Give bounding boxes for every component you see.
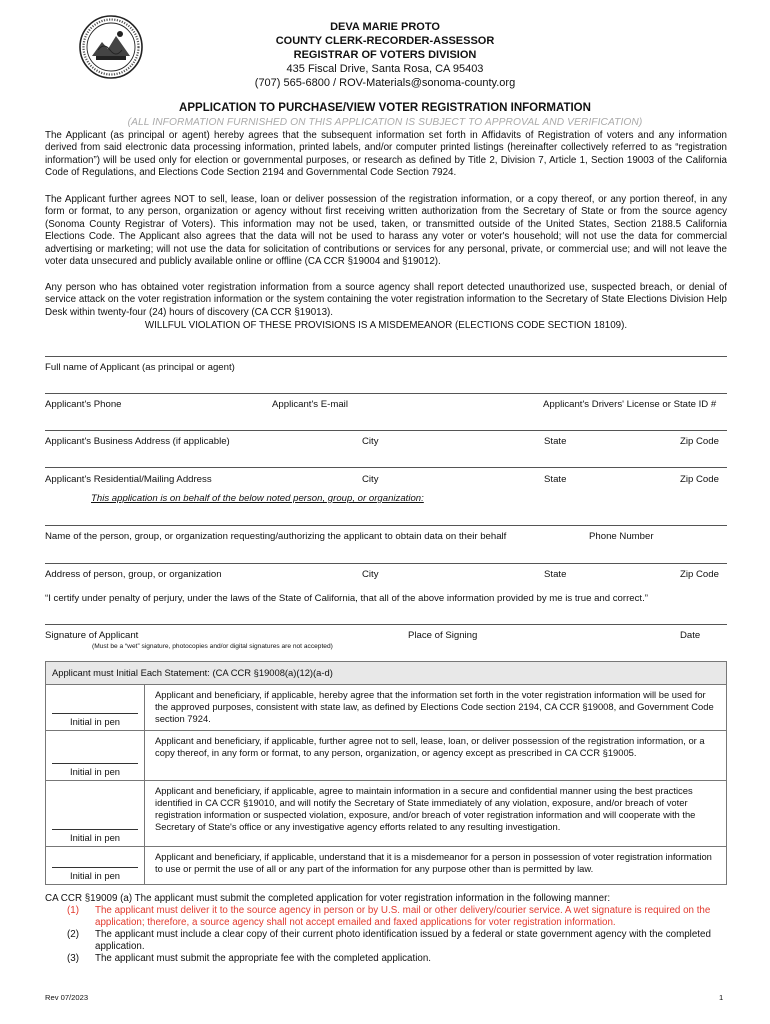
org-zip-label: Zip Code [680, 569, 719, 580]
paragraph-restrictions: The Applicant further agrees NOT to sell, lease, loan or deliver possession of the registration information, or a copy thereof, or any portion thereof, in any form or format, to any person, organization or agency without first receiving written authorization from the Secretary of State or from the source agency (Sonoma County Registrar of Voters). This information may not be used, taken, or transmitted outside of the United States, Section 2188.5 California Elections Code. The Applicant also agrees that the data will not be used to harass any voter or voter's household; will not use the data for commercial advertising or marketing; will not use the data for solicitation of contributions or services for any personal, private, or commercial use; and will not leave the voter data unsecured and publicly available online or offline (CA CCR §19004 and §19012). [45, 194, 727, 268]
initial-statement: Applicant and beneficiary, if applicable, further agree not to sell, lease, loan, or deliver possession of the registration information, or a copy thereof, in any form or format, to any person, organization, or agency except as prescribed in CA CCR §19005. [145, 731, 727, 781]
misdemeanor-warning: WILLFUL VIOLATION OF THESE PROVISIONS IS A MISDEMEANOR (ELECTIONS CODE SECTION 18109). [144, 320, 628, 331]
page-number: 1 [719, 993, 724, 1002]
initial-cell[interactable] [46, 685, 145, 731]
item-number: (1) [67, 905, 79, 916]
org-name-input-line[interactable] [45, 525, 727, 526]
certify-statement: “I certify under penalty of perjury, under the laws of the State of California, that all of the above information provided by me is true and correct.” [45, 593, 648, 604]
residential-city-label: City [362, 474, 379, 485]
submission-instructions [45, 893, 727, 965]
residential-zip-label: Zip Code [680, 474, 719, 485]
full-name-label: Full name of Applicant (as principal or agent) [45, 362, 235, 373]
paragraph-reporting: Any person who has obtained voter registration information from a source agency shall report detected unauthorized use, suspected breach, or denial of service attack on the voter registration information or the system containing the voter registration information to the Secretary of State Elections Division Help Desk within twenty-four (24) hours of discovery (CA CCR §19013). [45, 282, 727, 318]
initials-row [46, 847, 727, 885]
signature-label: Signature of Applicant [45, 630, 139, 641]
header-office: COUNTY CLERK-RECORDER-ASSESSOR [275, 35, 495, 47]
business-city-label: City [362, 436, 379, 447]
org-state-label: State [544, 569, 567, 580]
header-block [0, 20, 770, 90]
revision-date: Rev 07/2023 [45, 993, 89, 1002]
initials-table [45, 661, 727, 885]
residential-address-input-line[interactable] [45, 467, 727, 468]
item-number: (2) [67, 929, 79, 940]
submission-item-2 [45, 929, 727, 953]
header-address: 435 Fiscal Drive, Santa Rosa, CA 95403 [286, 63, 484, 75]
initial-statement: Applicant and beneficiary, if applicable, understand that it is a misdemeanor for a person in possession of voter registration information to use or permit the use of all or any part of the information for any purpose other than is permitted by law. [145, 847, 727, 885]
behalf-note: This application is on behalf of the below noted person, group, or organization: [91, 493, 424, 504]
header-contact: (707) 565-6800 / ROV-Materials@sonoma-county.org [254, 77, 516, 89]
date-label: Date [680, 630, 701, 641]
business-state-label: State [544, 436, 567, 447]
submission-item-1 [45, 905, 727, 929]
org-address-input-line[interactable] [45, 563, 727, 564]
initials-header-row [46, 662, 727, 685]
initial-cell[interactable] [46, 731, 145, 781]
org-phone-label: Phone Number [589, 531, 654, 542]
signature-input-line[interactable] [45, 624, 727, 625]
residential-state-label: State [544, 474, 567, 485]
initial-label: Initial in pen [52, 867, 138, 882]
form-subtitle: (ALL INFORMATION FURNISHED ON THIS APPLICATION IS SUBJECT TO APPROVAL AND VERIFICATION) [127, 117, 643, 128]
initials-row [46, 685, 727, 731]
business-address-label: Applicant's Business Address (if applicable) [45, 436, 230, 447]
item-number: (3) [67, 953, 79, 964]
initial-statement: Applicant and beneficiary, if applicable, agree to maintain information in a secure and confidential manner using the best practices identified in CA CCR §19010, and will notify the Secretary of State immediately of any violation, exposure, and/or breach of voter registration information or suspected violation, exposure, and/or breach of voter registration information and will cooperate with the Secretary of State's office or any investigative agency efforts related to any resulting investigation. [145, 781, 727, 847]
full-name-input-line[interactable] [45, 356, 727, 357]
initial-label: Initial in pen [52, 713, 138, 728]
initial-cell[interactable] [46, 781, 145, 847]
contact-input-line[interactable] [45, 393, 727, 394]
initial-label: Initial in pen [52, 763, 138, 778]
org-name-label: Name of the person, group, or organization requesting/authorizing the applicant to obtain data on their behalf [45, 531, 507, 542]
initials-row [46, 781, 727, 847]
email-label: Applicant's E-mail [272, 399, 348, 410]
residential-address-label: Applicant's Residential/Mailing Address [45, 474, 212, 485]
item-text: The applicant must deliver it to the source agency in person or by U.S. mail or other delivery/courier service. A wet signature is required on the application; therefore, a source agency shall not accept emailed and faxed applications for voter registration information. [95, 905, 711, 928]
initial-label: Initial in pen [52, 829, 138, 844]
header-division: REGISTRAR OF VOTERS DIVISION [293, 49, 477, 61]
initial-statement: Applicant and beneficiary, if applicable, hereby agree that the information set forth in the voter registration information will be used for the approved purposes, consistent with state law, as defined by Elections Code section 2194, CA CCR §19008, and Government Code section 7924. [145, 685, 727, 731]
org-address-label: Address of person, group, or organization [45, 569, 222, 580]
place-label: Place of Signing [408, 630, 478, 641]
header-name: DEVA MARIE PROTO [330, 21, 440, 33]
submission-intro: CA CCR §19009 (a) The applicant must submit the completed application for voter registration information in the following manner: [45, 893, 611, 904]
business-address-input-line[interactable] [45, 430, 727, 431]
initial-cell[interactable] [46, 847, 145, 885]
form-title: APPLICATION TO PURCHASE/VIEW VOTER REGISTRATION INFORMATION [179, 102, 591, 114]
phone-label: Applicant's Phone [45, 399, 122, 410]
business-zip-label: Zip Code [680, 436, 719, 447]
item-text: The applicant must include a clear copy of their current photo identification issued by a federal or state government agency with the completed application. [95, 929, 711, 952]
signature-note: (Must be a “wet” signature, photocopies and/or digital signatures are not accepted) [92, 643, 333, 650]
paragraph-agreement: The Applicant (as principal or agent) hereby agrees that the subsequent information set forth in Affidavits of Registration of voters and any information derived from said electronic data processing information, printed labels, and/or computer printed listings (hereinafter collectively referred to as “registration information”) will be used only for election or governmental purposes, or research as defined by Title 2, Division 7, Article 1, Section 19003 of the California Code of Regulations, and Elections Code Section 2194 and Governmental Code Section 7924. [45, 130, 727, 179]
initials-heading: Applicant must Initial Each Statement: (CA CCR §19008(a)(12)(a-d) [46, 662, 727, 685]
initials-row [46, 731, 727, 781]
license-label: Applicant's Drivers' License or State ID # [543, 399, 717, 410]
item-text: The applicant must submit the appropriate fee with the completed application. [95, 953, 432, 964]
org-city-label: City [362, 569, 379, 580]
submission-item-3 [45, 953, 727, 965]
